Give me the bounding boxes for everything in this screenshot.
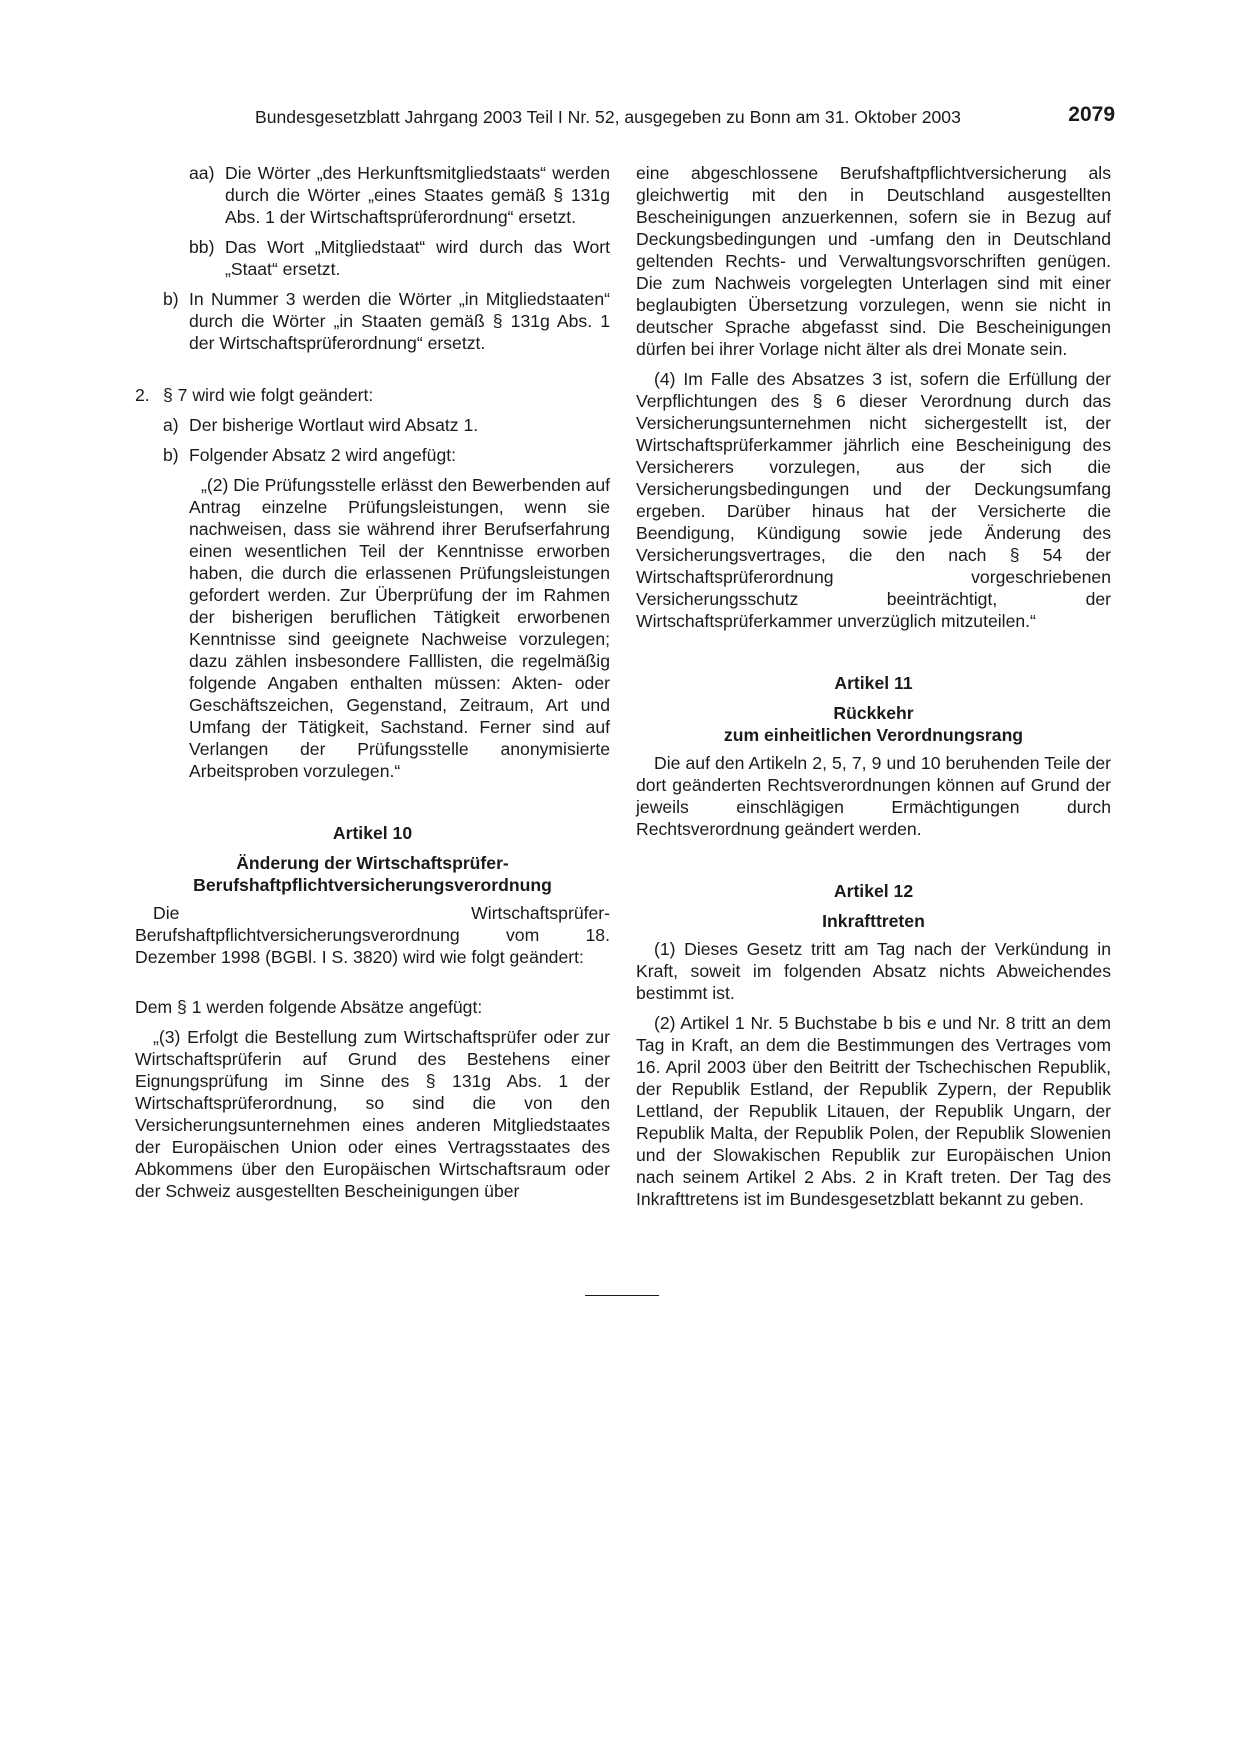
paragraph-4: (4) Im Falle des Absatzes 3 ist, sofern die Erfüllung der Verpflichtungen des § 6 dieser Verordnung durch das Versicherungsunternehmen nicht sichergestellt ist, der Wirtschaftsprüferkammer jährlich eine Bescheinigung des Versicherers vorzulegen, aus der sich die Versicherungsbedingungen und der Deckungsumfang ergeben. Darüber hinaus hat der Versicherte die Beendigung, Kündigung sowie jede Änderung des Versicherungsvertrages, die den nach § 54 der Wirtschaftsprüferordnung vorgeschriebenen Versicherungsschutz beeinträchtigt, der Wirtschaftsprüferkammer unverzüglich mitzuteilen.“ xyxy=(636,369,1111,631)
page-header xyxy=(255,104,1115,132)
page-number: 2079 xyxy=(1068,103,1115,126)
list-label: bb) xyxy=(189,237,215,257)
article-12-paragraph-2: (2) Artikel 1 Nr. 5 Buchstabe b bis e und Nr. 8 tritt an dem Tag in Kraft, an dem die Bestimmungen des Vertrages vom 16. April 2003 über den Beitritt der Tschechischen Republik, der Republik Estland, der Republik Zypern, der Republik Lettland, der Republik Litauen, der Republik Ungarn, der Republik Malta, der Republik Polen, der Republik Slowenien und der Slowakischen Republik zur Europäischen Union nach seinem Artikel 2 Abs. 2 in Kraft treten. Der Tag des Inkrafttretens ist im Bundesgesetzblatt bekannt zu geben. xyxy=(636,1013,1111,1209)
article-11-text: Die auf den Artikeln 2, 5, 7, 9 und 10 beruhenden Teile der dort geänderten Rechtsverordnungen können auf Grund der jeweils einschlägigen Ermächtigungen durch Rechtsverordnung geändert werden. xyxy=(636,753,1111,839)
article-10-heading: Artikel 10 xyxy=(332,823,413,843)
article-11-heading: Artikel 11 xyxy=(834,673,913,693)
list-item-aa xyxy=(189,162,610,228)
list-item-2 xyxy=(135,384,610,406)
article-10-paragraph-3: „(3) Erfolgt die Bestellung zum Wirtschaftsprüfer oder zur Wirtschaftsprüferin auf Grund des Bestehens einer Eignungsprüfung im Sinne des § 131g Abs. 1 der Wirtschaftsprüferordnung, so sind die von den Versicherungsunternehmen eines anderen Mitgliedstaates der Europäischen Union oder eines Vertragsstaates des Abkommens über den Europäischen Wirtschaftsraum oder der Schweiz ausgestellten Bescheinigungen über xyxy=(135,1027,610,1201)
list-label: b) xyxy=(163,445,179,465)
list-text: Der bisherige Wortlaut wird Absatz 1. xyxy=(189,415,479,435)
list-label: a) xyxy=(163,415,179,435)
end-rule xyxy=(585,1295,659,1296)
article-11-title-line-1: Rückkehr xyxy=(833,703,914,723)
article-11-title-line-2: zum einheitlichen Verordnungsrang xyxy=(723,725,1024,745)
list-text: Die Wörter „des Herkunftsmitgliedstaats“ werden durch die Wörter „eines Staates gemäß § 131g Abs. 1 der Wirtschaftsprüferordnung“ ersetzt. xyxy=(225,163,610,227)
list-item-2a xyxy=(163,414,610,436)
running-title: Bundesgesetzblatt Jahrgang 2003 Teil I Nr. 52, ausgegeben zu Bonn am 31. Oktober 2003 xyxy=(255,107,961,127)
list-text: § 7 wird wie folgt geändert: xyxy=(163,385,374,405)
article-10-title-line-2: Berufshaftpflichtversicherungsverordnung xyxy=(193,875,552,895)
quoted-paragraph: „(2) Die Prüfungsstelle erlässt den Bewerbenden auf Antrag einzelne Prüfungsleistungen, wenn sie nachweisen, dass sie während ihrer Berufserfahrung einen wesentlichen Teil der Kenntnisse erworben haben, die durch die erlassenen Prüfungsleistungen gefordert werden. Zur Überprüfung der im Rahmen der bisherigen beruflichen Tätigkeit erworbenen Kenntnisse sind geeignete Nachweise vorzulegen; dazu zählen insbesondere Falllisten, die regelmäßig folgende Angaben enthalten müssen: Akten- oder Geschäftszeichen, Gegenstand, Zeitraum, Art und Umfang der Tätigkeit, Sachstand. Ferner sind auf Verlangen der Prüfungsstelle anonymisierte Arbeitsproben vorzulegen.“ xyxy=(189,475,610,781)
article-12-heading: Artikel 12 xyxy=(833,881,914,901)
list-text: Das Wort „Mitgliedstaat“ wird durch das Wort „Staat“ ersetzt. xyxy=(225,237,610,279)
article-10-paragraph: Dem § 1 werden folgende Absätze angefügt: xyxy=(135,997,483,1017)
list-label: aa) xyxy=(189,163,215,183)
list-label: b) xyxy=(163,289,179,309)
list-item-bb xyxy=(189,236,610,280)
list-item-2b xyxy=(163,444,610,466)
article-10-title-line-1: Änderung der Wirtschaftsprüfer- xyxy=(236,853,509,873)
right-column xyxy=(636,162,1111,1210)
article-10-intro: Die Wirtschaftsprüfer-Berufshaftpflichtversicherungsverordnung vom 18. Dezember 1998 (BGBl. I S. 3820) wird wie folgt geändert: xyxy=(135,903,610,967)
list-text: Folgender Absatz 2 wird angefügt: xyxy=(189,445,457,465)
article-12-paragraph-1: (1) Dieses Gesetz tritt am Tag nach der Verkündung in Kraft, soweit im folgenden Absatz nichts Abweichendes bestimmt ist. xyxy=(636,939,1111,1003)
list-text: In Nummer 3 werden die Wörter „in Mitgliedstaaten“ durch die Wörter „in Staaten gemäß § 131g Abs. 1 der Wirtschaftsprüferordnung“ ersetzt. xyxy=(189,289,610,353)
list-item-b xyxy=(163,288,610,354)
article-12-title: Inkrafttreten xyxy=(822,911,925,931)
list-label: 2. xyxy=(135,385,150,405)
continued-paragraph: eine abgeschlossene Berufshaftpflichtversicherung als gleichwertig mit den in Deutschland ausgestellten Bescheinigungen anzuerkennen, sofern sie in Bezug auf Deckungsbedingungen und -umfang den in Deutschland geltenden Rechts- und Verwaltungsvorschriften genügen. Die zum Nachweis vorgelegten Unterlagen sind mit einer beglaubigten Übersetzung vorzulegen, wenn sie nicht in deutscher Sprache abgefasst sind. Die Bescheinigungen dürfen bei ihrer Vorlage nicht älter als drei Monate sein. xyxy=(636,163,1111,359)
left-column xyxy=(135,162,610,1202)
